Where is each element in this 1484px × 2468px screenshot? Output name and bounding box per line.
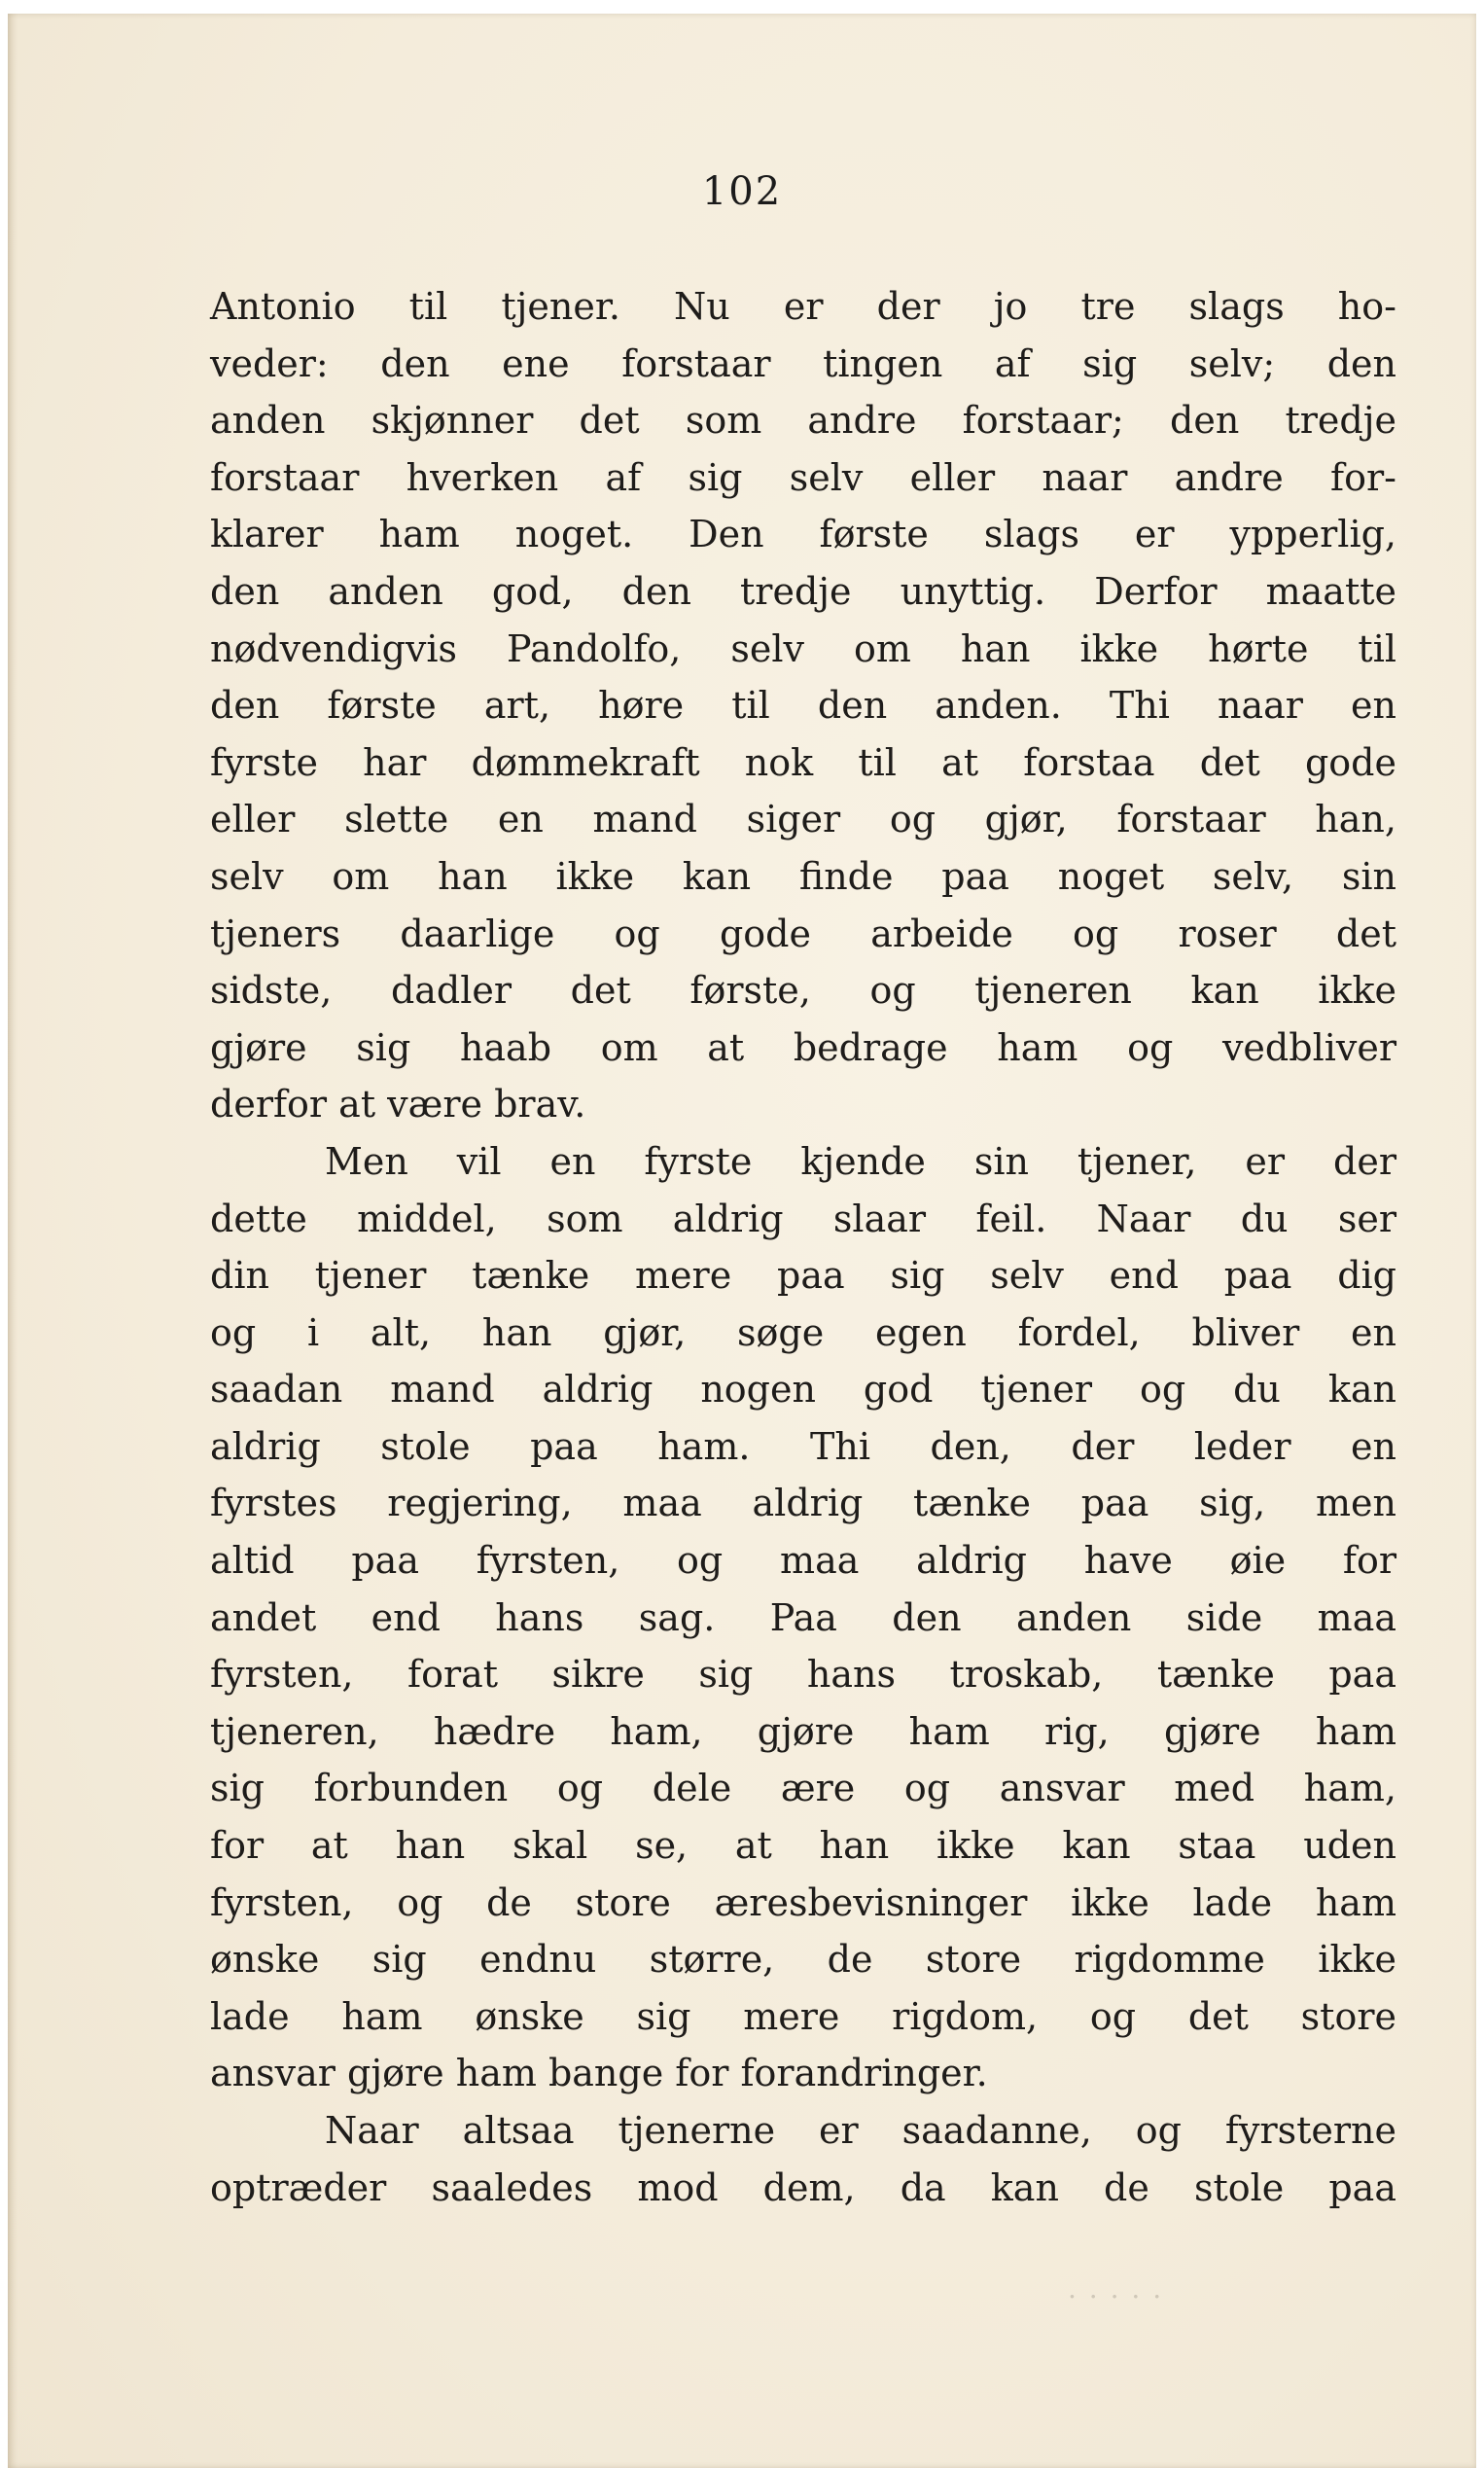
page-edge-shadow [8,14,18,2468]
text-line: forstaar hverken af sig selv eller naar andre for- [210,455,1396,499]
text-line: tjeners daarlige og gode arbeide og roser det [210,912,1396,955]
text-line: optræder saaledes mod dem, da kan de stole paa [210,2165,1396,2209]
text-line: sidste, dadler det første, og tjeneren kan ikke [210,969,1396,1013]
paragraph [210,2102,1396,2216]
text-line: anden skjønner det som andre forstaar; den tredje [210,399,1396,443]
text-line: Naar altsaa tjenerne er saadanne, og fyrsterne [325,2109,1396,2152]
text-line: lade ham ønske sig mere rigdom, og det store [210,1994,1396,2038]
text-line: for at han skal se, at han ikke kan staa uden [210,1824,1396,1868]
text-line: veder: den ene forstaar tingen af sig selv; den [210,341,1396,385]
paragraph [210,1133,1396,2102]
text-line: din tjener tænke mere paa sig selv end paa dig [210,1254,1396,1298]
text-line: fyrstes regjering, maa aldrig tænke paa sig, men [210,1482,1396,1525]
text-line: ansvar gjøre ham bange for forandringer. [210,2052,988,2095]
text-line: Antonio til tjener. Nu er der jo tre slags ho- [210,285,1396,328]
body-text [210,278,1396,2216]
text-line: klarer ham noget. Den første slags er ypperlig, [210,513,1396,556]
text-line: fyrsten, og de store æresbevisninger ikke lade ham [210,1880,1396,1924]
text-line: saadan mand aldrig nogen god tjener og du kan [210,1368,1396,1412]
show-through-mark: . . . . . [1068,2272,1164,2305]
text-line: dette middel, som aldrig slaar feil. Naar du ser [210,1197,1396,1240]
page-number: 102 [701,169,783,214]
text-line: eller slette en mand siger og gjør, forstaar han, [210,798,1396,841]
text-line: andet end hans sag. Paa den anden side maa [210,1595,1396,1639]
text-line: fyrsten, forat sikre sig hans troskab, tænke paa [210,1653,1396,1697]
text-line: den første art, høre til den anden. Thi naar en [210,684,1396,728]
paragraph [210,278,1396,1133]
text-line: aldrig stole paa ham. Thi den, der leder en [210,1424,1396,1468]
text-line: nødvendigvis Pandolfo, selv om han ikke hørte til [210,626,1396,670]
text-line: og i alt, han gjør, søge egen fordel, bliver en [210,1310,1396,1354]
text-line: gjøre sig haab om at bedrage ham og vedbliver [210,1025,1396,1069]
text-line: sig forbunden og dele ære og ansvar med ham, [210,1767,1396,1810]
text-line: den anden god, den tredje unyttig. Derfor maatte [210,569,1396,613]
book-page [8,14,1476,2468]
text-line: derfor at være brav. [210,1083,586,1127]
text-line: Men vil en fyrste kjende sin tjener, er der [325,1139,1396,1183]
text-line: altid paa fyrsten, og maa aldrig have øie for [210,1539,1396,1583]
text-line: fyrste har dømmekraft nok til at forstaa det gode [210,740,1396,784]
text-line: tjeneren, hædre ham, gjøre ham rig, gjøre ham [210,1709,1396,1753]
text-line: ønske sig endnu større, de store rigdomme ikke [210,1938,1396,1982]
text-line: selv om han ikke kan finde paa noget selv, sin [210,854,1396,898]
